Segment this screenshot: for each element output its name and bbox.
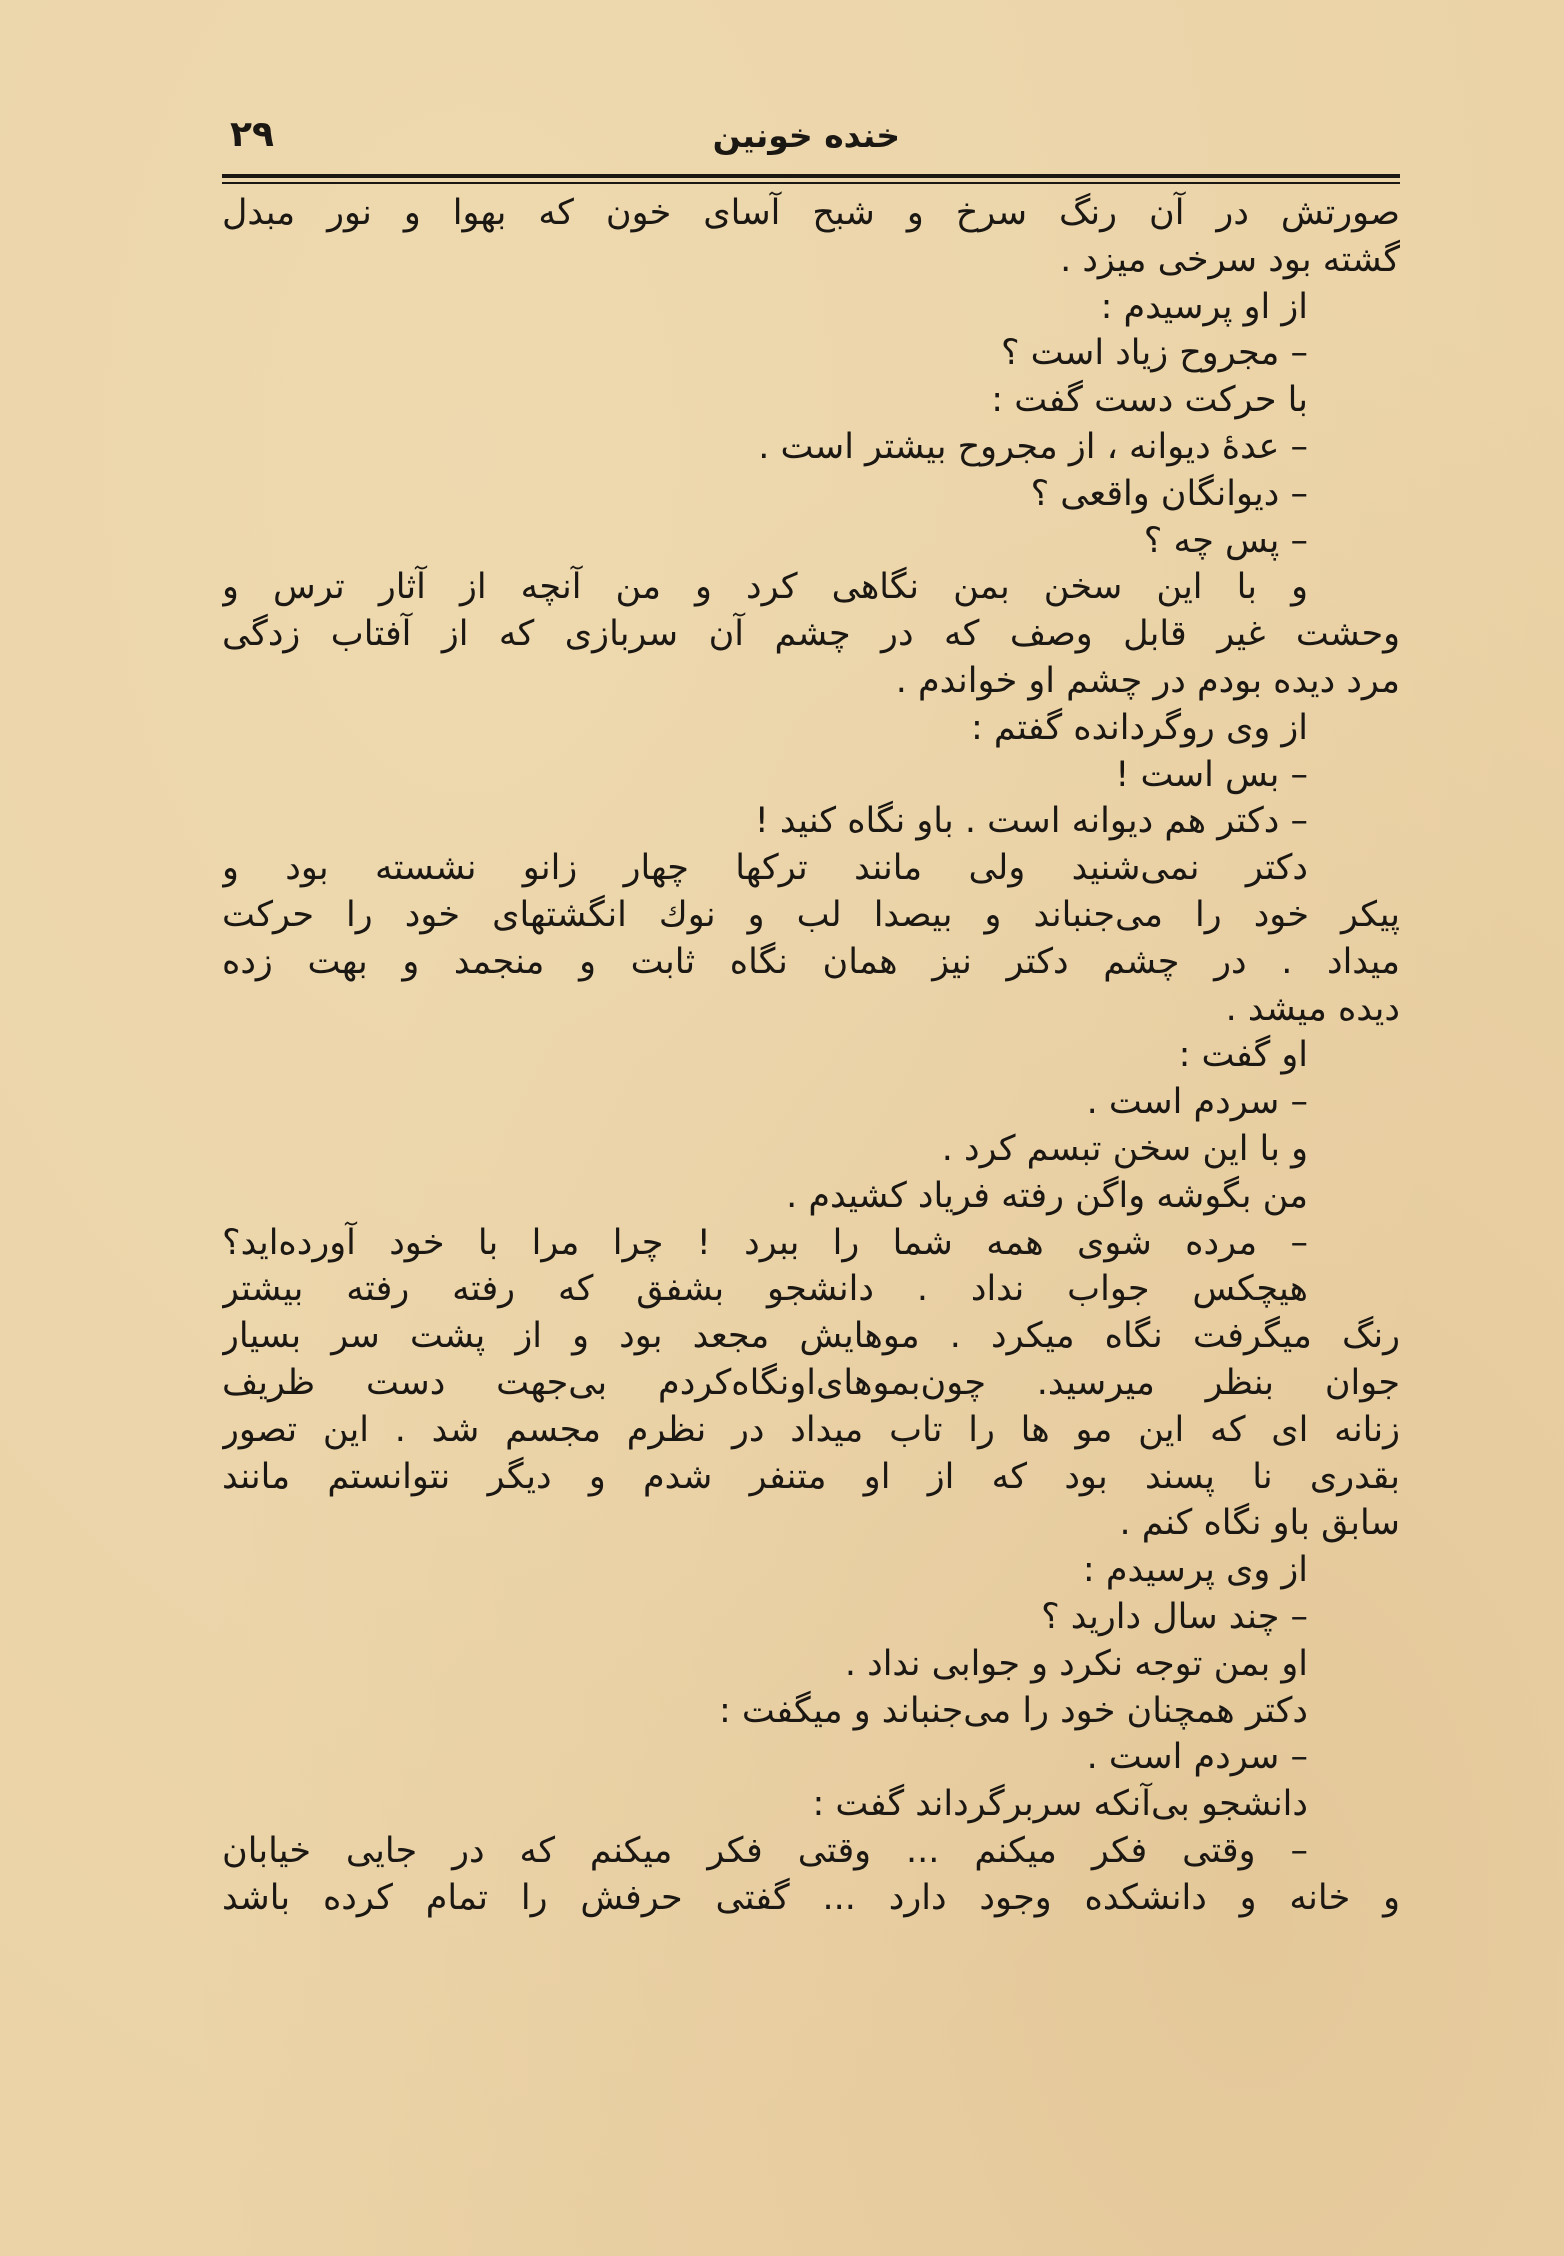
text-line: – مرده شوی همه شما را ببرد ! چرا مرا با خود آورده‌اید؟ (222, 1222, 1308, 1263)
text-line: و با این سخن بمن نگاهی کرد و من آنچه از آثار ترس و (222, 567, 1308, 608)
text-line: و خانه و دانشکده وجود دارد ... گفتی حرفش را تمام کرده باشد (222, 1877, 1400, 1918)
text-line: – مجروح زیاد است ؟ (1000, 333, 1308, 374)
text-line: میداد . در چشم دکتر نیز همان نگاه ثابت و منجمد و بهت زده (222, 941, 1400, 982)
text-line: – وقتی فکر میکنم ... وقتی فکر میکنم که در جایی خیابان (222, 1830, 1308, 1871)
text-line: – دکتر هم دیوانه است . باو نگاه کنید ! (754, 801, 1308, 842)
text-line: از وی روگردانده گفتم : (971, 707, 1308, 748)
text-line: بقدری نا پسند بود که از او متنفر شدم و دیگر نتوانستم مانند (222, 1456, 1400, 1497)
text-line: دانشجو بی‌آنکه سربرگرداند گفت : (812, 1784, 1308, 1825)
text-line: با حرکت دست گفت : (991, 380, 1308, 421)
header-rule-thin (222, 182, 1400, 184)
text-line: رنگ میگرفت نگاه میکرد . موهایش مجعد بود و از پشت سر بسیار (222, 1316, 1400, 1357)
text-line: سابق باو نگاه کنم . (1119, 1503, 1400, 1544)
text-line: – سردم است . (1086, 1737, 1308, 1778)
text-line: دکتر نمی‌شنید ولی مانند ترکها چهار زانو نشسته بود و (222, 848, 1308, 889)
running-title: خنده خونین (712, 116, 900, 155)
text-line: – چند سال دارید ؟ (1041, 1596, 1308, 1637)
text-line: پیکر خود را می‌جنباند و بیصدا لب و نوك انگشتهای خود را حرکت (222, 894, 1400, 935)
text-line: او بمن توجه نکرد و جوابی نداد . (844, 1643, 1308, 1684)
text-line: از او پرسیدم : (1100, 286, 1308, 327)
text-line: مرد دیده بودم در چشم او خواندم . (895, 660, 1400, 701)
text-line: زنانه ای که این مو ها را تاب میداد در نظرم مجسم شد . این تصور (222, 1409, 1400, 1450)
text-line: – سردم است . (1086, 1082, 1308, 1123)
text-line: – عدهٔ دیوانه ، از مجروح بیشتر است . (758, 426, 1308, 467)
text-line: من بگوشه واگن رفته فریاد کشیدم . (786, 1175, 1308, 1216)
text-line: از وی پرسیدم : (1082, 1550, 1308, 1591)
text-line: وحشت غیر قابل وصف که در چشم آن سربازی که از آفتاب زدگی (222, 614, 1400, 655)
text-line: – بس است ! (1115, 754, 1308, 795)
page-header (222, 112, 1400, 172)
header-rule-thick (222, 174, 1400, 178)
text-line: صورتش در آن رنگ سرخ و شبح آسای خون که بهوا و نور مبدل (222, 193, 1400, 233)
text-line: – پس چه ؟ (1143, 520, 1308, 561)
text-line: هیچکس جواب نداد . دانشجو بشفق که رفته رفته بیشتر (222, 1269, 1308, 1310)
text-line: – دیوانگان واقعی ؟ (1030, 473, 1308, 514)
body-text (222, 190, 1400, 1921)
text-line: او گفت : (1178, 1035, 1308, 1076)
text-line: دیده میشد . (1225, 988, 1400, 1029)
text-line: جوان بنظر میرسید. چون‌بموهای‌اونگاه‌کردم بی‌جهت دست ظریف (222, 1362, 1400, 1403)
text-line: گشته بود سرخی میزد . (1060, 239, 1400, 280)
page-number: ۲۹ (230, 114, 274, 155)
text-line: دکتر همچنان خود را می‌جنباند و میگفت : (718, 1690, 1308, 1731)
text-line: و با این سخن تبسم کرد . (941, 1128, 1308, 1169)
